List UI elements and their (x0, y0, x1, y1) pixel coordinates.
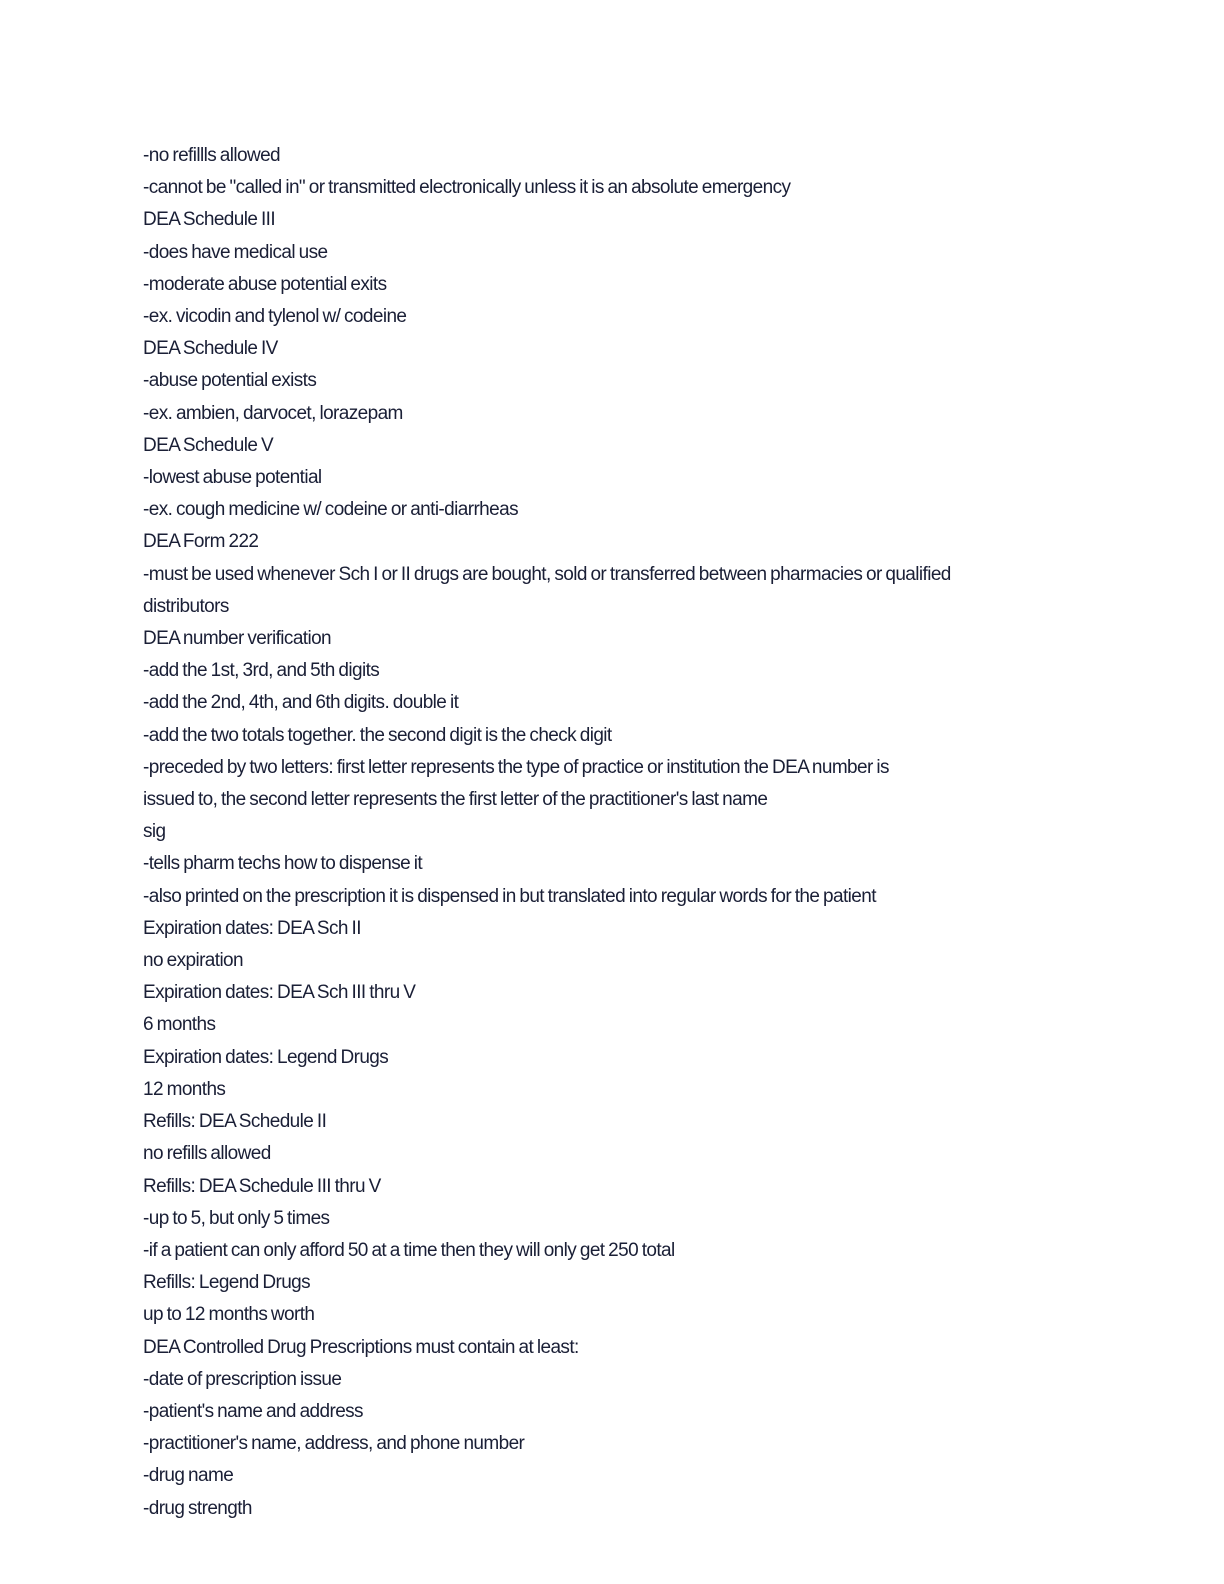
text-line: -does have medical use (143, 241, 328, 263)
section-heading: DEA Form 222 (143, 531, 259, 553)
text-line: no refills allowed (143, 1143, 271, 1165)
text-line: -ex. ambien, darvocet, lorazepam (143, 402, 403, 424)
text-line: -practitioner's name, address, and phone number (143, 1433, 525, 1455)
text-line: -ex. cough medicine w/ codeine or anti-diarrheas (143, 499, 518, 521)
section-heading: Refills: DEA Schedule III thru V (143, 1175, 381, 1197)
text-line: -drug strength (143, 1497, 252, 1519)
text-line: -ex. vicodin and tylenol w/ codeine (143, 306, 407, 328)
section-heading: Expiration dates: DEA Sch II (143, 917, 361, 939)
text-line: -cannot be "called in" or transmitted electronically unless it is an absolute emergency (143, 177, 791, 199)
text-line: -abuse potential exists (143, 370, 317, 392)
text-line: -add the 1st, 3rd, and 5th digits (143, 660, 380, 682)
text-line: -add the 2nd, 4th, and 6th digits. double it (143, 692, 459, 714)
section-heading: DEA Schedule V (143, 434, 274, 456)
text-line: -patient's name and address (143, 1400, 363, 1422)
section-heading: DEA Schedule III (143, 209, 276, 231)
text-line: -also printed on the prescription it is dispensed in but translated into regular words for the patient (143, 885, 876, 907)
text-line: -if a patient can only afford 50 at a time then they will only get 250 total (143, 1239, 675, 1261)
text-line: 12 months (143, 1078, 226, 1100)
document-body (143, 140, 1083, 1525)
text-line: issued to, the second letter represents the first letter of the practitioner's last name (143, 789, 768, 811)
text-line: -tells pharm techs how to dispense it (143, 853, 423, 875)
text-line: -drug name (143, 1465, 234, 1487)
text-line: -preceded by two letters: first letter represents the type of practice or institution the DEA number is (143, 756, 889, 778)
text-line: -up to 5, but only 5 times (143, 1207, 330, 1229)
section-heading: sig (143, 821, 166, 843)
text-line: -moderate abuse potential exits (143, 273, 387, 295)
section-heading: DEA Schedule IV (143, 338, 278, 360)
text-line: distributors (143, 595, 229, 617)
text-line: -must be used whenever Sch I or II drugs are bought, sold or transferred between pharmacies or qualified (143, 563, 951, 585)
section-heading: Refills: Legend Drugs (143, 1272, 311, 1294)
text-line: -date of prescription issue (143, 1368, 342, 1390)
section-heading: DEA Controlled Drug Prescriptions must contain at least: (143, 1336, 579, 1358)
text-line: up to 12 months worth (143, 1304, 315, 1326)
text-line: -lowest abuse potential (143, 467, 322, 489)
section-heading: DEA number verification (143, 628, 332, 650)
text-line: -no refillls allowed (143, 145, 281, 166)
text-line: -add the two totals together. the second digit is the check digit (143, 724, 612, 746)
section-heading: Expiration dates: DEA Sch III thru V (143, 982, 416, 1004)
section-heading: Expiration dates: Legend Drugs (143, 1046, 389, 1068)
section-heading: Refills: DEA Schedule II (143, 1111, 327, 1133)
text-line: 6 months (143, 1014, 216, 1036)
text-line: no expiration (143, 950, 243, 972)
